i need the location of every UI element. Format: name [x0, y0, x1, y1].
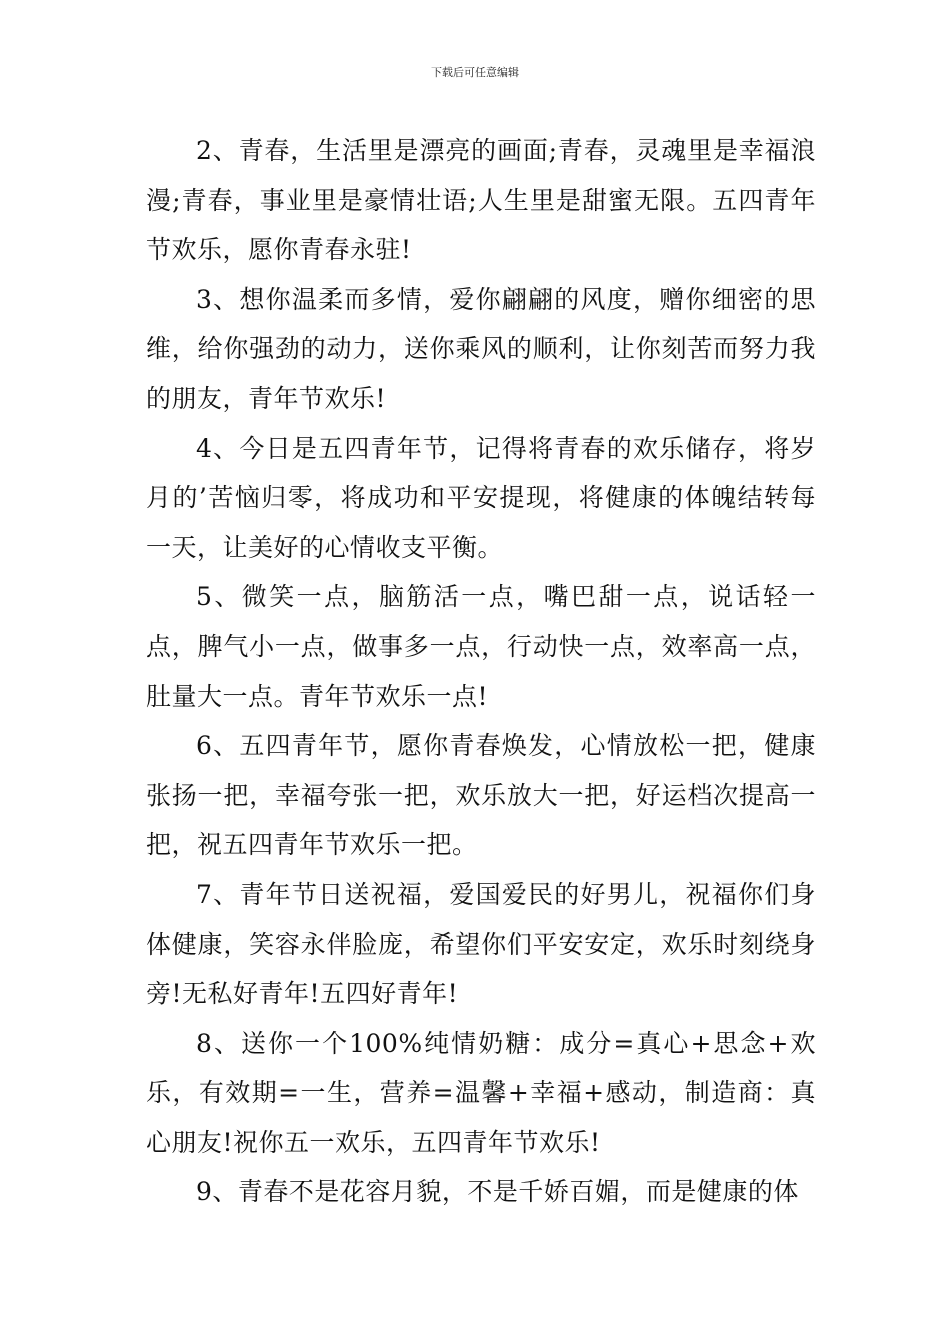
paragraph-4: 4、今日是五四青年节，记得将青春的欢乐储存，将岁月的’苦恼归零，将成功和平安提现，将健康的体魄结转每一天，让美好的心情收支平衡。 — [146, 433, 816, 562]
paragraph-5: 5、微笑一点，脑筋活一点，嘴巴甜一点，说话轻一点，脾气小一点，做事多一点，行动快一点，效率高一点，肚量大一点。青年节欢乐一点! — [146, 582, 816, 711]
paragraph-2: 2、青春，生活里是漂亮的画面;青春，灵魂里是幸福浪漫;青春，事业里是豪情壮语;人生里是甜蜜无限。五四青年节欢乐，愿你青春永驻! — [146, 136, 816, 265]
paragraph-7: 7、青年节日送祝福，爱国爱民的好男儿，祝福你们身体健康，笑容永伴脸庞，希望你们平安安定，欢乐时刻绕身旁!无私好青年!五四好青年! — [146, 879, 816, 1009]
paragraph-8: 8、送你一个100%纯情奶糖：成分=真心+思念+欢乐，有效期=一生，营养=温馨+幸福+感动，制造商：真心朋友!祝你五一欢乐，五四青年节欢乐! — [146, 1028, 816, 1157]
paragraph-9: 9、青春不是花容月貌，不是千娇百媚，而是健康的体 — [196, 1177, 799, 1207]
paragraph-6: 6、五四青年节，愿你青春焕发，心情放松一把，健康张扬一把，幸福夸张一把，欢乐放大一把，好运档次提高一把，祝五四青年节欢乐一把。 — [146, 731, 816, 860]
paragraph-3: 3、想你温柔而多情，爱你翩翩的风度，赠你细密的思维，给你强劲的动力，送你乘风的顺利，让你刻苦而努力我的朋友，青年节欢乐! — [146, 284, 816, 413]
page-header-note: 下载后可任意编辑 — [431, 66, 519, 79]
document-body — [146, 126, 816, 1217]
